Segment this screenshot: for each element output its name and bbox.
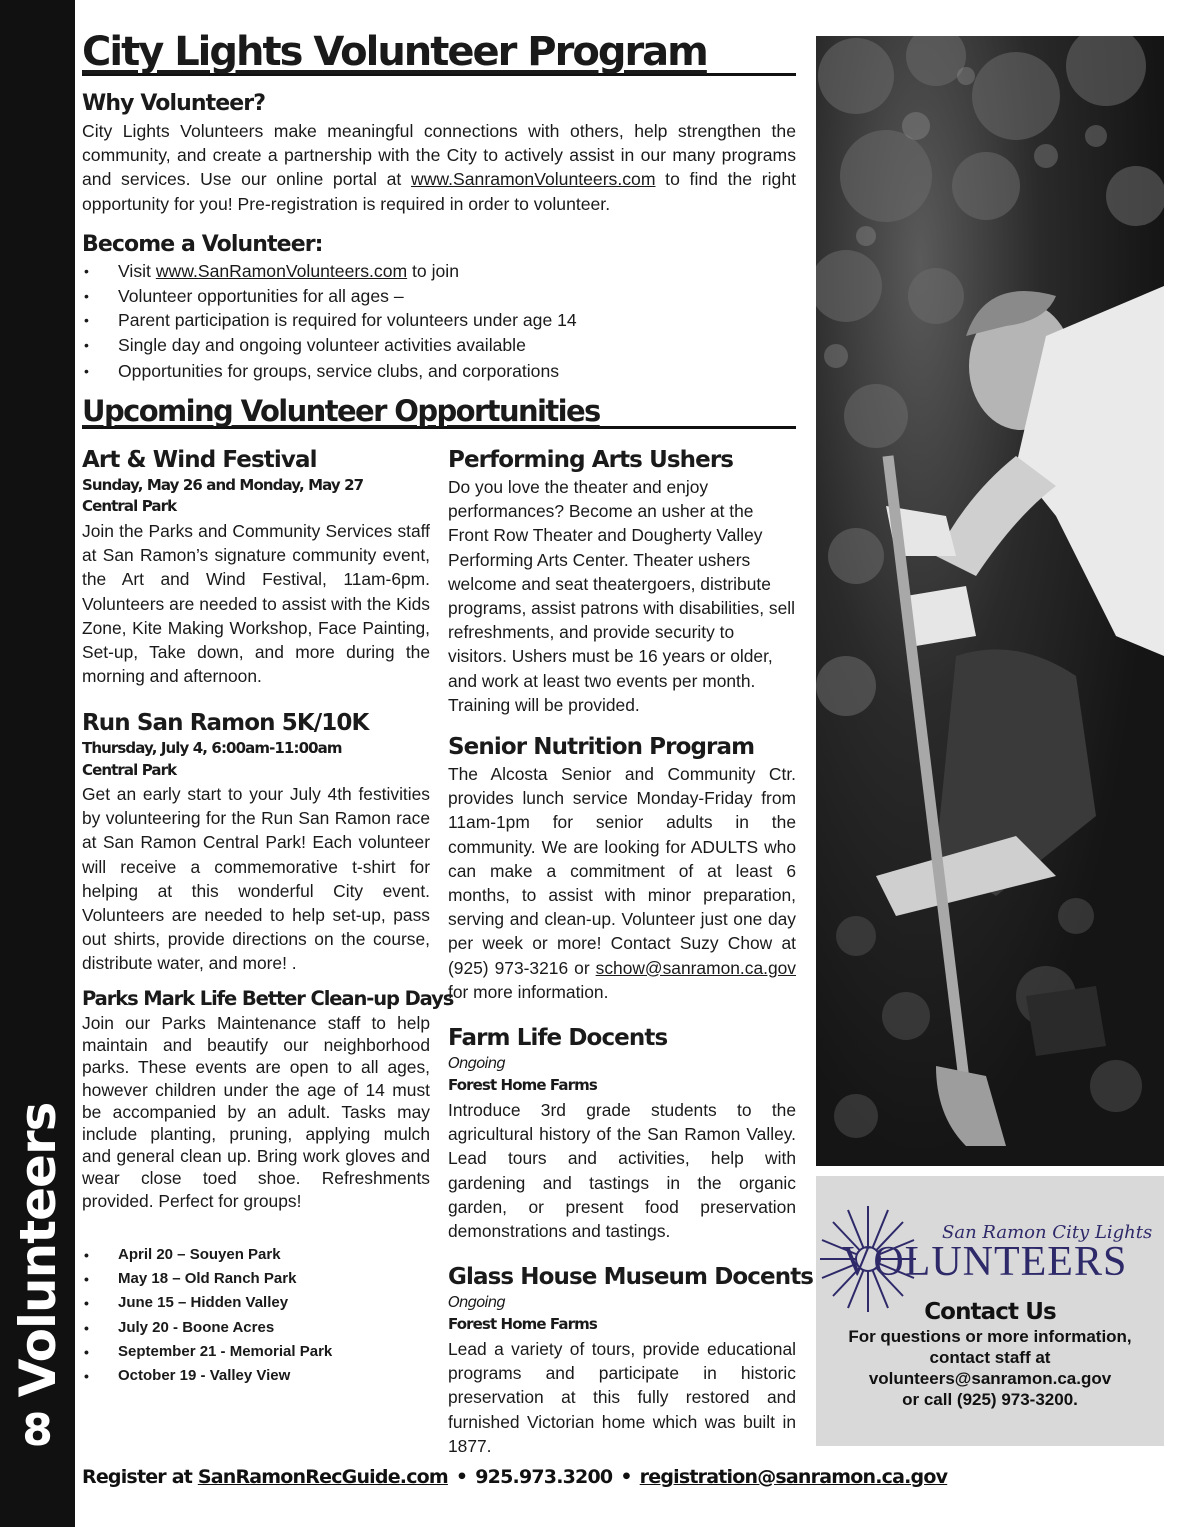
farm-status: Ongoing: [448, 1054, 505, 1072]
section-label: Volunteers: [9, 1102, 67, 1398]
contact-email[interactable]: volunteers@sanramon.ca.gov: [868, 1369, 1112, 1388]
why-text: City Lights Volunteers make meaningful connections with others, help strengthen the community, and create a partnership with the City to actively assist in our many programs and services. Use our online portal at: [82, 121, 796, 190]
page-title: City Lights Volunteer Program: [82, 28, 796, 76]
footer-phone: 925.973.3200: [475, 1466, 613, 1488]
ushers-text: Do you love the theater and enjoy performances? Become an usher at the Front Row Theater and Dougherty Valley Performing Arts Center. Theater ushers welcome and seat theatergoers, distribute programs, assist patrons with disabilities, sell refreshments, and provide security to visitors. Ushers must be 16 years or older, and work at least two events per month. Training will be provided.: [448, 477, 795, 715]
glass-text: Lead a variety of tours, provide educational programs and participate in historic preservation at this fully restored and furnished Victorian home which was built in 1877.: [448, 1339, 796, 1456]
senior-title: Senior Nutrition Program: [448, 734, 755, 760]
senior-email-link[interactable]: schow@sanramon.ca.gov: [595, 957, 796, 978]
footer-separator: •: [455, 1466, 468, 1488]
footer-prefix: Register at: [82, 1466, 198, 1488]
logo-wordmark: VOLUNTEERS: [842, 1239, 1128, 1285]
parks-text: Join our Parks Maintenance staff to help maintain and beautify our neighborhood parks. These events are open to all ages, however children under the age of 14 must be accompanied by an adult. Tasks may include planting, pruning, applying mulch and general clean up. Bring work gloves and wear close toed shoe. Refreshments provided. Perfect for groups!: [82, 1013, 430, 1211]
upcoming-heading: Upcoming Volunteer Opportunities: [82, 393, 796, 429]
farm-location: Forest Home Farms: [448, 1076, 597, 1094]
parks-dates: [82, 1243, 430, 1388]
run-location: Central Park: [82, 761, 177, 779]
list-item: • Single day and ongoing volunteer activities available: [82, 333, 796, 358]
ushers-title: Performing Arts Ushers: [448, 447, 734, 473]
list-item: • June 15 – Hidden Valley: [82, 1291, 430, 1315]
art-wind-date: Sunday, May 26 and Monday, May 27: [82, 476, 364, 494]
why-heading: Why Volunteer?: [82, 91, 266, 116]
contact-info: [816, 1326, 1164, 1410]
glass-status: Ongoing: [448, 1293, 505, 1311]
contact-line-1: For questions or more information,: [848, 1327, 1132, 1346]
list-item: • July 20 - Boone Acres: [82, 1316, 430, 1340]
list-item: • Visit www.SanRamonVolunteers.com to join: [82, 259, 796, 284]
volunteer-portal-link[interactable]: www.SanramonVolunteers.com: [411, 169, 656, 190]
become-heading: Become a Volunteer:: [82, 232, 323, 257]
footer-email-link[interactable]: registration@sanramon.ca.gov: [639, 1466, 948, 1488]
glass-location: Forest Home Farms: [448, 1315, 597, 1333]
contact-heading: Contact Us: [924, 1299, 1056, 1325]
run-text: Get an early start to your July 4th festivities by volunteering for the Run San Ramon race at San Ramon Central Park! Each volunteer will receive a commemorative t-shirt for helping at this wonderful City event. Volunteers are needed to help set-up, pass out shirts, provide directions on the course, distribute water, and more! .: [82, 784, 430, 974]
run-date: Thursday, July 4, 6:00am-11:00am: [82, 739, 342, 757]
list-item: • May 18 – Old Ranch Park: [82, 1267, 430, 1291]
senior-text: The Alcosta Senior and Community Ctr. provides lunch service Monday-Friday from 11am-1pm for senior adults in the community. We are looking for ADULTS who can make a commitment of at least 6 months, to assist with minor preparation, serving and clean-up. Volunteer just one day per week or more! Contact Suzy Chow at (925) 973-3216 or schow@sanramon.ca.gov for more information.: [448, 764, 796, 1002]
contact-phone: or call (925) 973-3200.: [902, 1390, 1078, 1409]
footer-separator: •: [620, 1466, 632, 1488]
footer-site-link[interactable]: SanRamonRecGuide.com: [197, 1466, 448, 1488]
footer: [82, 1466, 947, 1488]
page-number: 8: [22, 1405, 53, 1456]
art-wind-text: Join the Parks and Community Services staff at San Ramon’s signature community event, the Art and Wind Festival, 11am-6pm. Volunteers are needed to assist with the Kids Zone, Kite Making Workshop, Face Painting, Set-up, Take down, and more during the morning and afternoon.: [82, 521, 430, 687]
run-title: Run San Ramon 5K/10K: [82, 710, 369, 736]
why-text-after: to find the right opportunity for you! Pre-registration is required in order to volunteer.: [82, 169, 796, 214]
list-item: • October 19 - Valley View: [82, 1364, 430, 1388]
list-item: • September 21 - Memorial Park: [82, 1340, 430, 1364]
farm-title: Farm Life Docents: [448, 1025, 668, 1051]
volunteer-digging-photo-icon: [816, 36, 1164, 1166]
join-link[interactable]: www.SanRamonVolunteers.com: [155, 261, 408, 281]
art-wind-title: Art & Wind Festival: [82, 447, 317, 473]
become-list: [82, 259, 796, 384]
list-item: • April 20 – Souyen Park: [82, 1243, 430, 1267]
list-item: • Opportunities for groups, service clubs, and corporations: [82, 359, 796, 384]
art-wind-location: Central Park: [82, 497, 177, 515]
contact-line-2: contact staff at: [929, 1348, 1051, 1367]
parks-title: Parks Mark Life Better Clean-up Days: [82, 987, 454, 1010]
volunteer-photo: [816, 36, 1164, 1166]
list-item: • Volunteer opportunities for all ages –: [82, 284, 796, 309]
why-paragraph: [82, 119, 796, 216]
farm-text: Introduce 3rd grade students to the agricultural history of the San Ramon Valley. Lead tours and activities, help with gardening and tastings in the organic garden, or present food preservation demonstrations and tastings.: [448, 1100, 796, 1242]
glass-title: Glass House Museum Docents: [448, 1264, 814, 1290]
list-item: • Parent participation is required for volunteers under age 14: [82, 308, 796, 333]
logo-tagline: San Ramon City Lights: [942, 1222, 1153, 1243]
